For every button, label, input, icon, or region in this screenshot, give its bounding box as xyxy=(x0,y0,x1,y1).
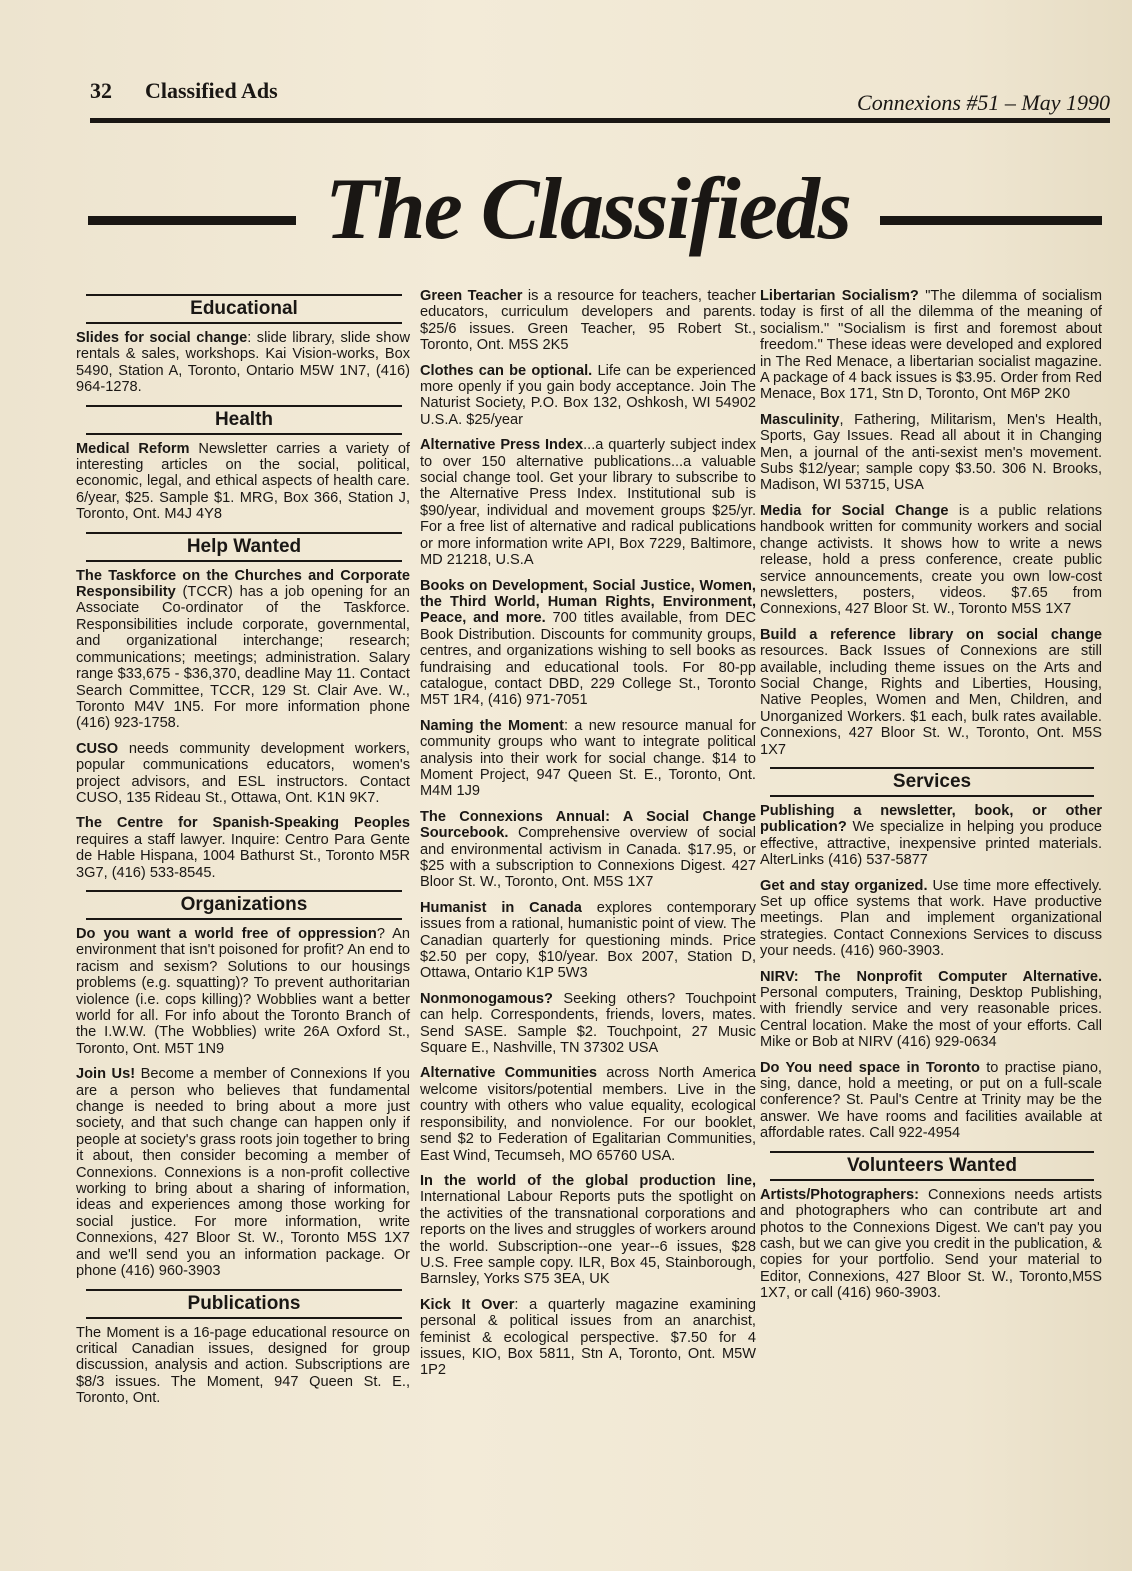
classified-ad xyxy=(420,1173,756,1288)
ad-lead: Clothes can be optional. xyxy=(420,362,593,379)
ad-body: Life can be experienced more openly if you gain body acceptance. Join The Naturist Society, P.O. Box 132, Oshkosh, WI 54902 U.S.A. $25/year xyxy=(420,362,756,428)
ad-body: : a new resource manual for community groups who want to integrate political analysis into their work for social change. $14 to Moment Project, 947 Queen St. E., Toronto, Ont. M4M 1J9 xyxy=(420,717,757,800)
ad-body: Personal computers, Training, Desktop Publishing, with friendly service and very reasonable prices. Central location. Make the most of your efforts. Call Mike or Bob at NIRV (416) 929-0634 xyxy=(760,985,1102,1051)
ad-body: The Moment is a 16-page educational resource on critical Canadian issues, designed for group discussion, analysis and action. Subscriptions are $8/3 issues. The Moment, 947 Queen St. E., Toronto, Ont. xyxy=(76,1324,410,1407)
ad-body: : slide library, slide show rentals & sales, workshops. Kai Vision-works, Box 5490, Station A, Toronto, Ontario M5W 1N7, (416) 964-1278. xyxy=(76,330,410,396)
ad-lead: The Taskforce on the Churches and Corporate Responsibility xyxy=(76,567,410,601)
classified-ad xyxy=(760,288,1102,403)
classified-ad xyxy=(760,969,1102,1051)
ad-lead: Media for Social Change xyxy=(760,502,949,519)
section-heading: Health xyxy=(86,405,402,435)
classified-ad xyxy=(76,1325,410,1407)
classified-ad xyxy=(420,1297,756,1379)
classified-ad xyxy=(76,815,410,881)
classified-ad xyxy=(420,1065,756,1163)
ad-lead: Artists/Photographers: xyxy=(760,1186,919,1203)
ad-body: is a public relations handbook written for community workers and social change activists. It shows how to write a news release, hold a press conference, create public service announcements, create you own low-cost newsletters, posters, videos. $7.65 from Connexions, 427 Bloor St. W., Toronto M5S 1X7 xyxy=(760,502,1103,618)
ad-lead: Books on Development, Social Justice, Women, the Third World, Human Rights, Environment, Peace, and more. xyxy=(420,577,756,627)
ad-lead: NIRV: The Nonprofit Computer Alternative. xyxy=(760,968,1102,985)
classified-ad xyxy=(760,1060,1102,1142)
ad-lead: In the world of the global production line, xyxy=(420,1172,756,1189)
column-1 xyxy=(76,288,410,1416)
classified-ad xyxy=(76,741,410,807)
ad-lead: Do You need space in Toronto xyxy=(760,1059,980,1076)
section-heading: Organizations xyxy=(86,890,402,920)
classified-ad xyxy=(760,1187,1102,1302)
column-3 xyxy=(760,288,1102,1311)
ad-body: Newsletter carries a variety of interesting articles on the social, political, economic, legal, and ethical aspects of health care. 6/year, $25. Sample $1. MRG, Box 366, Station J, Toronto, Ont. M4J 4Y8 xyxy=(76,440,410,523)
title-bar-left xyxy=(88,216,296,225)
ad-lead: Nonmonogamous? xyxy=(420,990,553,1007)
classified-ad xyxy=(760,878,1102,960)
ad-lead: The Centre for Spanish-Speaking Peoples xyxy=(76,815,410,832)
ad-body: is a resource for teachers, teacher educators, curriculum developers and parents. $25/6 issues. Green Teacher, 95 Robert St., Toronto, Ont. M5S 2K5 xyxy=(420,288,757,354)
ad-lead: The Connexions Annual: A Social Change Sourcebook. xyxy=(420,808,756,842)
ad-lead: Naming the Moment xyxy=(420,717,564,734)
ad-body: Become a member of Connexions If you are a person who believes that fundamental change is needed to bring about a more just society, and that such change can happen only if people at society's grass roots join together to bring it about, then consider becoming a member of Connexions. Connexions is a non-profit collective working to bring about a sharing of information, ideas and experiences among those working for social justice. For more information, write Connexions, 427 Bloor St. W., Toronto M5S 1X7 and we'll send you an information package. Or phone (416) 960-3903 xyxy=(76,1066,410,1280)
ad-body: (TCCR) has a job opening for an Associate Co-ordinator of the Taskforce. Responsibilities include corporate, governmental, and organizational interchange; research; communications; meetings; administration. Salary range $33,675 - $36,370, deadline May 11. Contact Search Committee, TCCR, 129 St. Clair Ave. W., Toronto M4V 1N5. For more information phone (416) 923-1758. xyxy=(76,584,410,732)
classified-ad xyxy=(420,363,756,429)
classified-ad xyxy=(420,718,756,800)
classified-ad xyxy=(76,568,410,732)
title-bar-right xyxy=(880,216,1102,225)
section-heading: Help Wanted xyxy=(86,532,402,562)
page-number: 32 xyxy=(90,78,112,103)
ad-lead: Humanist in Canada xyxy=(420,899,582,916)
ad-body: across North America welcome visitors/potential members. Live in the country with others who value equality, ecological responsibility, and nonviolence. For our booklet, send $2 to Federation of Egalitarian Communities, East Wind, Tecumseh, MO 65760 USA. xyxy=(420,1065,756,1164)
classified-ad xyxy=(420,288,756,354)
ad-lead: Do you want a world free of oppression xyxy=(76,925,377,942)
header-rule xyxy=(90,118,1110,123)
section-heading: Publications xyxy=(86,1289,402,1319)
classified-ad xyxy=(76,926,410,1057)
ad-lead: Join Us! xyxy=(76,1066,136,1083)
ad-body: Seeking others? Touchpoint can help. Correspondents, friends, lovers, mates. Send SASE. Sample $2. Touchpoint, 27 Music Square E., Nashville, TN 37302 USA xyxy=(420,990,756,1057)
ad-body: : a quarterly magazine examining personal & political issues from an anarchist, feminist & ecological perspective. $7.50 for 4 issues, KIO, Box 5811, Stn A, Toronto, Ont. M5W 1P2 xyxy=(420,1296,756,1379)
classified-ad xyxy=(760,627,1102,758)
ad-lead: Libertarian Socialism? xyxy=(760,288,919,304)
ad-body: needs community development workers, popular communications educators, women's project advisors, and ESL instructors. Contact CUSO, 135 Rideau St., Ottawa, Ont. K1N 9K7. xyxy=(76,740,410,806)
classified-ad xyxy=(420,900,756,982)
ad-body: explores contemporary issues from a rational, humanistic point of view. The Canadian quarterly for questioning minds. Price $2.50 per copy, $10/year. Box 2007, Station D, Ottawa, Ontario K1P 5W3 xyxy=(420,899,756,982)
classified-ad xyxy=(420,991,756,1057)
ad-body: "The dilemma of socialism today is first of all the dilemma of the meaning of socialism." "Socialism is first and foremost about freedom." These ideas were developed and explored in The Red Menace, a libertarian socialist magazine. A package of 4 back issues is $3.95. Order from Red Menace, Box 171, Stn D, Toronto, Ont M6P 2K0 xyxy=(760,288,1103,403)
ad-body: Use time more effectively. Set up office systems that work. Have productive meetings. Plan and implement organizational strategies. Contact Connexions Services to discuss your needs. (416) 960-3903. xyxy=(760,877,1102,960)
issue-info: Connexions #51 – May 1990 xyxy=(857,90,1110,115)
ad-body: We specialize in helping you produce effective, attractive, inexpensive printed materials. AlterLinks (416) 537-5877 xyxy=(760,819,1102,869)
classified-ad xyxy=(76,441,410,523)
section-heading: Educational xyxy=(86,294,402,324)
ad-body: resources. Back Issues of Connexions are still available, including theme issues on the Arts and Social Change, Rights and Liberties, Housing, Native Peoples, Women and Men, Children, and Unorganized Workers. $1 each, bulk rates available. Connexions, 427 Bloor St. W., Toronto, Ont. M5S 1X7 xyxy=(760,643,1102,758)
page-header xyxy=(90,76,1110,126)
classified-ad xyxy=(760,412,1102,494)
ad-body: requires a staff lawyer. Inquire: Centro Para Gente de Hable Hispana, 1004 Bathurst St., Toronto M5R 3G7, (416) 533-8545. xyxy=(76,831,410,881)
ad-lead: Alternative Press Index xyxy=(420,437,584,454)
classified-ad xyxy=(760,503,1102,618)
ad-body: 700 titles available, from DEC Book Distribution. Discounts for community groups, centres, and organizations wishing to sell books as fundraising and educational tools. For 80-pp catalogue, contact DBD, 229 College St., Toronto M5T 1R4, (416) 971-7051 xyxy=(420,610,756,709)
ad-lead: Slides for social change xyxy=(76,330,248,346)
ad-body: to practise piano, sing, dance, hold a meeting, or put on a full-scale conference? St. Paul's Centre at Trinity may be the answer. We have rooms and facilities available at affordable rates. Call 922-4954 xyxy=(760,1059,1102,1142)
ad-lead: Publishing a newsletter, book, or other publication? xyxy=(760,802,1102,836)
classified-ad xyxy=(420,437,756,568)
ad-body: Comprehensive overview of social and environmental activism in Canada. $17.95, or $25 with a subscription to Connexions Digest. 427 Bloor St. W., Toronto, Ont. M5S 1X7 xyxy=(420,825,756,891)
column-2 xyxy=(420,288,756,1388)
ad-body: ...a quarterly subject index to over 150 alternative publications...a valuable social change tool. Get your library to subscribe to the Alternative Press Index. Institutional sub is $90/year, individual and movement groups $25/yr. For a free list of alternative and radical publications or more information write API, Box 7229, Baltimore, MD 21218, U.S.A xyxy=(420,437,756,569)
ad-lead: Build a reference library on social change xyxy=(760,626,1102,643)
ad-lead: Kick It Over xyxy=(420,1296,515,1313)
classified-ad xyxy=(76,1066,410,1279)
section-heading: Services xyxy=(770,767,1094,797)
ad-body: Connexions needs artists and photographers who can contribute art and photos to the Connexions Digest. We can't pay you cash, but we can give you credit in the publication, & copies for your portfolio. Send your material to Editor, Connexions, 427 Bloor St. W., Toronto,M5S 1X7, or call (416) 960-3903. xyxy=(760,1186,1102,1302)
ad-lead: Medical Reform xyxy=(76,440,190,457)
ad-body: , Fathering, Militarism, Men's Health, Sports, Gay Issues. Read all about it in Changing Men, a journal of the anti-sexist men's movement. Subs $12/year; sample copy $3.50. 306 N. Brooks, Madison, WI 53715, USA xyxy=(760,411,1102,494)
ad-body: ? An environment that isn't poisoned for profit? An end to racism and sexism? Solutions to our housings problems (e.g. squatting)? To prevent authoritarian violence (i.e. cops killing)? Wobblies want a better world for all. For info about the Toronto Branch of the I.W.W. (The Wobblies) write 26A Oxford St., Toronto, Ont. M5T 1N9 xyxy=(76,925,410,1057)
ad-lead: Masculinity xyxy=(760,411,840,428)
ad-lead: Green Teacher xyxy=(420,288,523,304)
section-heading: Volunteers Wanted xyxy=(770,1151,1094,1181)
ad-body: International Labour Reports puts the spotlight on the activities of the transnational corporations and reports on the lives and struggles of workers around the world. Subscription--one year--6 issues, $28 U.S. Free sample copy. ILR, Box 45, Stainborough, Barnsley, Yorks S75 3EA, UK xyxy=(420,1189,756,1288)
classified-ad xyxy=(76,330,410,396)
section-name: Classified Ads xyxy=(145,78,278,103)
classified-ad xyxy=(420,809,756,891)
ad-lead: Get and stay organized. xyxy=(760,877,928,894)
page-title: The Classifieds xyxy=(325,161,850,258)
ad-lead: Alternative Communities xyxy=(420,1065,598,1082)
classified-ad xyxy=(760,803,1102,869)
masthead xyxy=(88,160,1102,270)
classified-ad xyxy=(420,578,756,709)
ad-lead: CUSO xyxy=(76,740,119,757)
